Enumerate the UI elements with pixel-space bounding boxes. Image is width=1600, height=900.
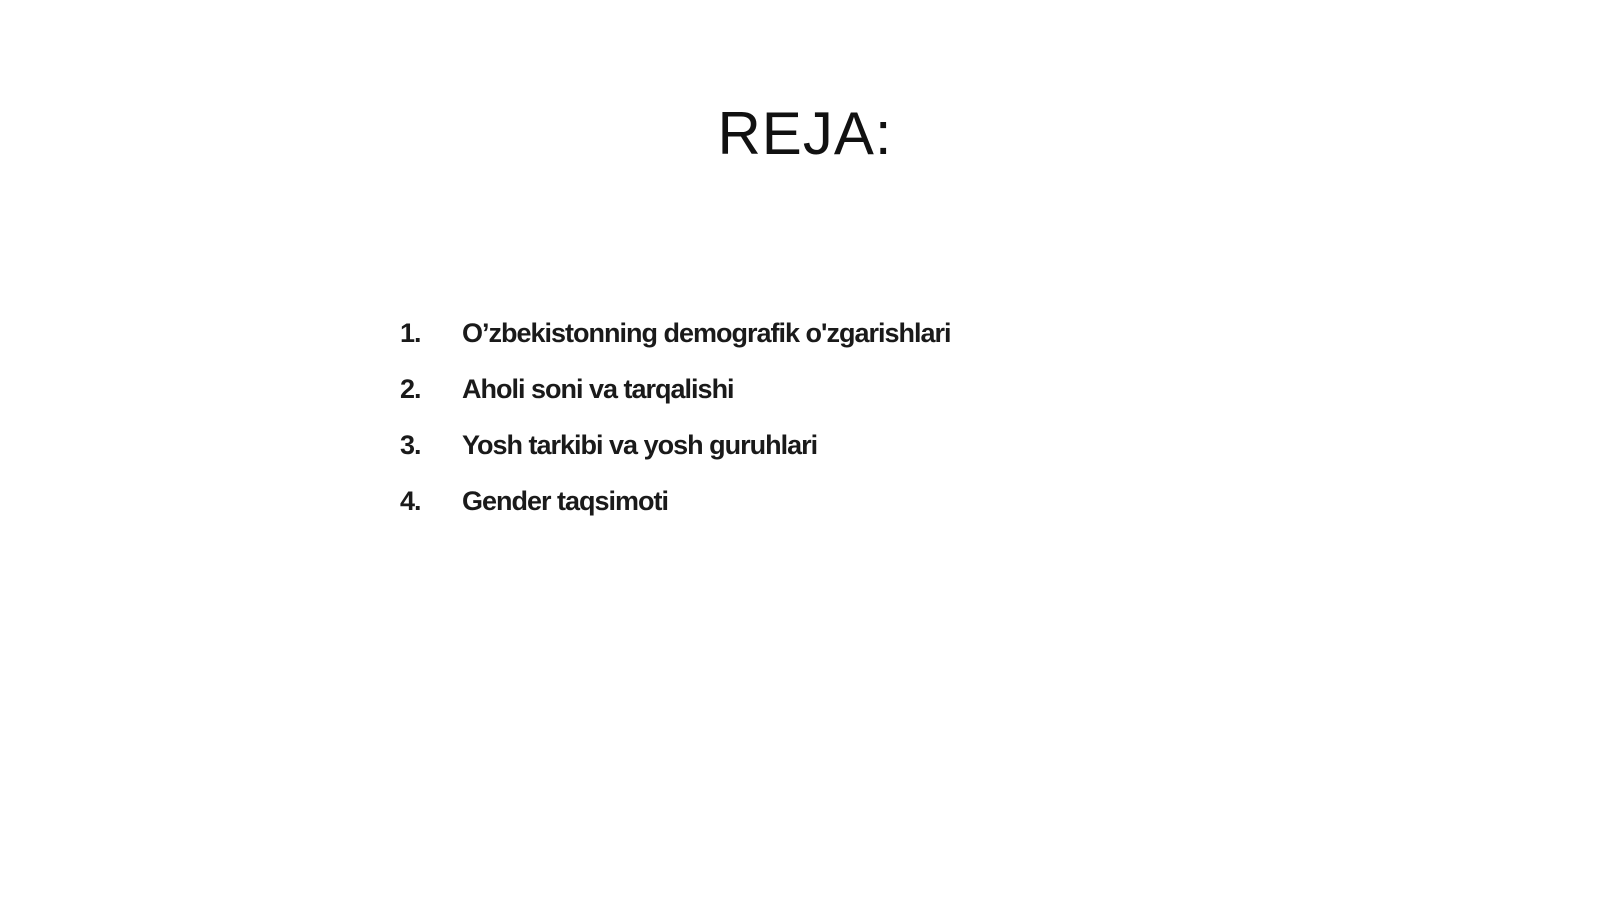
list-item [400,318,951,374]
slide-title: REJA: [717,100,893,167]
list-item-text: Gender taqsimoti [462,486,669,516]
list-item [400,430,951,486]
list-item-text: Yosh tarkibi va yosh guruhlari [462,430,818,460]
list-item-text: Aholi soni va tarqalishi [462,374,734,404]
list-item-number: 1. [400,318,421,348]
plan-list [400,318,951,542]
list-item-number: 3. [400,430,421,460]
list-item-text: O’zbekistonning demografik o'zgarishlari [462,318,951,348]
list-item-number: 4. [400,486,421,516]
list-item [400,486,951,542]
list-item [400,374,951,430]
list-item-number: 2. [400,374,421,404]
